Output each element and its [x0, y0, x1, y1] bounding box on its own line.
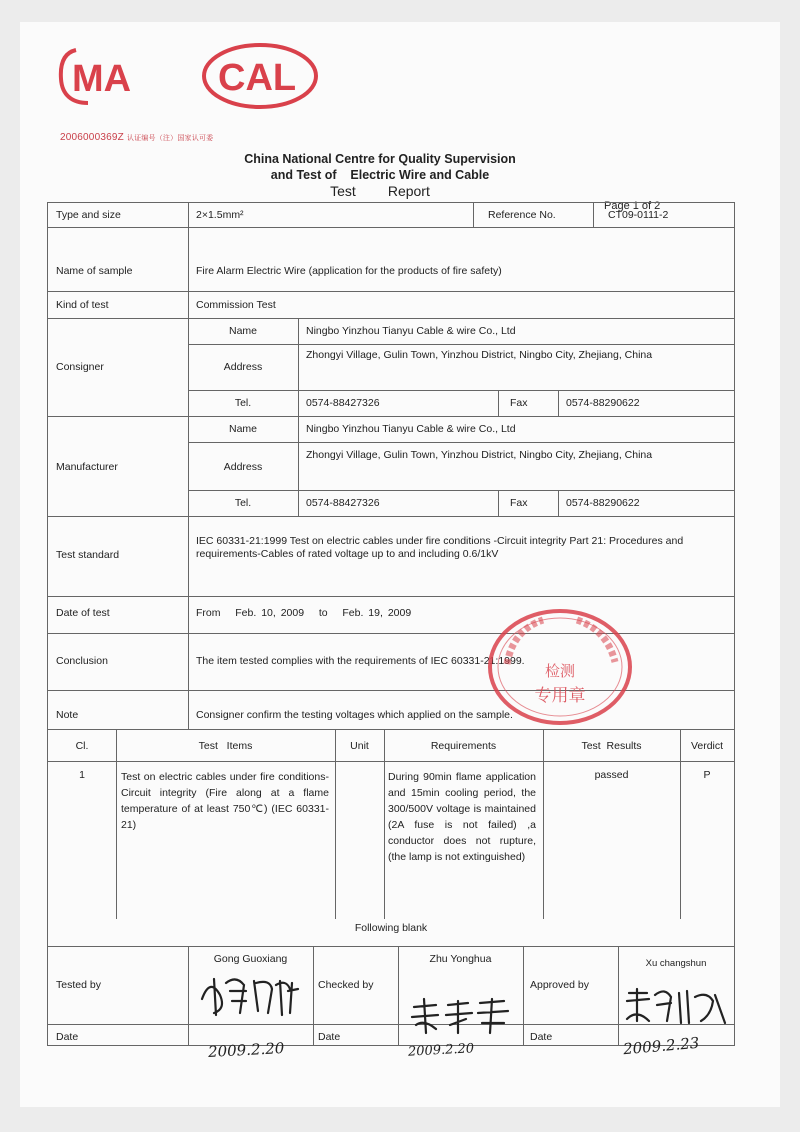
date-end: Feb. 19, 2009 [342, 607, 412, 619]
certificate-number-note: 认证编号（注）国家认可委 [126, 135, 214, 142]
row-items: Test on electric cables under fire conditions-Circuit integrity (Fire along at a flame temperature of at least 750℃) (IEC 60331-21) [121, 771, 329, 831]
certificate-number [60, 132, 213, 143]
standard-label: Test standard [56, 549, 120, 561]
centre-name-line1: China National Centre for Quality Supervision [244, 152, 516, 166]
checked-by-signature [408, 995, 518, 1037]
reference-value: CT09-0111-2 [608, 209, 669, 221]
report-title-test: Test [330, 183, 356, 199]
tested-by-name: Gong Guoxiang [213, 953, 288, 965]
consigner-name-label: Name [228, 325, 257, 337]
col-header-unit: Unit [350, 740, 369, 752]
manufacturer-name-label: Name [228, 423, 257, 435]
manufacturer-address-label: Address [223, 461, 263, 473]
sample-value: Fire Alarm Electric Wire (application for the products of fire safety) [196, 265, 502, 277]
consigner-name: Ningbo Yinzhou Tianyu Cable & wire Co., Ltd [306, 325, 516, 337]
sample-label: Name of sample [56, 265, 133, 277]
col-header-results: Test Results [581, 740, 642, 752]
report-title-report: Report [387, 183, 430, 199]
cma-logo-text: MA [72, 58, 132, 100]
tested-date: 2009.2.20 [207, 1039, 285, 1061]
date-range [196, 607, 411, 620]
approved-by-signature [623, 985, 733, 1027]
tested-by-signature [196, 969, 308, 1021]
type-value: 2×1.5mm² [196, 209, 244, 221]
cal-logo-text: CAL [218, 57, 297, 99]
consigner-fax-label: Fax [510, 397, 528, 409]
manufacturer-tel: 0574-88427326 [306, 497, 380, 509]
row-requirements: During 90min flame application and 15min cooling period, the 300/500V voltage is maintained (2A fuse is not failed) ,a conductor does not rupture, (the lamp is not extinguished) [388, 771, 536, 863]
date-label: Date of test [56, 607, 110, 619]
following-blank: Following blank [354, 922, 428, 934]
manufacturer-fax-label: Fax [510, 497, 528, 509]
note-label: Note [56, 709, 79, 721]
approved-date: 2009.2.23 [622, 1033, 700, 1059]
kind-value: Commission Test [196, 299, 276, 311]
checked-date: 2009.2.20 [407, 1041, 475, 1060]
manufacturer-fax: 0574-88290622 [566, 497, 640, 509]
cal-logo [200, 40, 335, 112]
col-header-requirements: Requirements [430, 740, 497, 752]
checked-by-label: Checked by [318, 979, 374, 991]
row-result: passed [594, 769, 629, 781]
kind-label: Kind of test [56, 299, 109, 311]
certificate-number-code: 2006000369Z [60, 132, 124, 143]
col-header-items: Test Items [198, 740, 253, 752]
row-verdict: P [703, 769, 711, 781]
centre-name-line2: and Test of Electric Wire and Cable [270, 168, 490, 182]
conclusion-label: Conclusion [56, 655, 108, 667]
consigner-tel: 0574-88427326 [306, 397, 380, 409]
consigner-label: Consigner [56, 361, 104, 373]
report-title [0, 183, 760, 199]
reference-label: Reference No. [488, 209, 556, 221]
tested-date-label: Date [56, 1031, 79, 1043]
col-header-verdict: Verdict [690, 740, 724, 752]
manufacturer-label: Manufacturer [56, 461, 118, 473]
note-value: Consigner confirm the testing voltages which applied on the sample. [196, 709, 513, 721]
standard-value: IEC 60331-21:1999 Test on electric cables under fire conditions -Circuit integrity Part 21: Procedures and requirements-Cables of rated voltage up to and including 0.6/1kV [196, 535, 684, 560]
approved-by-name: Xu changshun [645, 958, 707, 969]
tested-by-label: Tested by [56, 979, 101, 991]
row-cl: 1 [79, 769, 85, 781]
date-to-label: to [318, 607, 328, 619]
manufacturer-address: Zhongyi Village, Gulin Town, Yinzhou District, Ningbo City, Zhejiang, China [306, 449, 653, 461]
official-seal [485, 606, 635, 728]
date-from-label: From [196, 607, 221, 619]
page-number: Page 1 of 2 [604, 200, 661, 212]
checked-by-name: Zhu Yonghua [429, 953, 492, 965]
type-label: Type and size [56, 209, 121, 221]
cma-logo [58, 45, 182, 107]
consigner-address-label: Address [223, 361, 263, 373]
seal-inner-text: 检测 [544, 663, 576, 680]
consigner-tel-label: Tel. [234, 397, 252, 409]
checked-date-label: Date [318, 1031, 341, 1043]
manufacturer-name: Ningbo Yinzhou Tianyu Cable & wire Co., Ltd [306, 423, 516, 435]
consigner-address: Zhongyi Village, Gulin Town, Yinzhou District, Ningbo City, Zhejiang, China [306, 349, 653, 361]
consigner-fax: 0574-88290622 [566, 397, 640, 409]
approved-date-label: Date [530, 1031, 553, 1043]
date-start: Feb. 10, 2009 [235, 607, 305, 619]
conclusion-value: The item tested complies with the requirements of IEC 60331-21:1999. [196, 655, 525, 667]
approved-by-label: Approved by [530, 979, 589, 991]
col-header-cl: Cl. [75, 740, 89, 752]
manufacturer-tel-label: Tel. [234, 497, 252, 509]
seal-bottom-text: 专用章 [534, 686, 586, 705]
